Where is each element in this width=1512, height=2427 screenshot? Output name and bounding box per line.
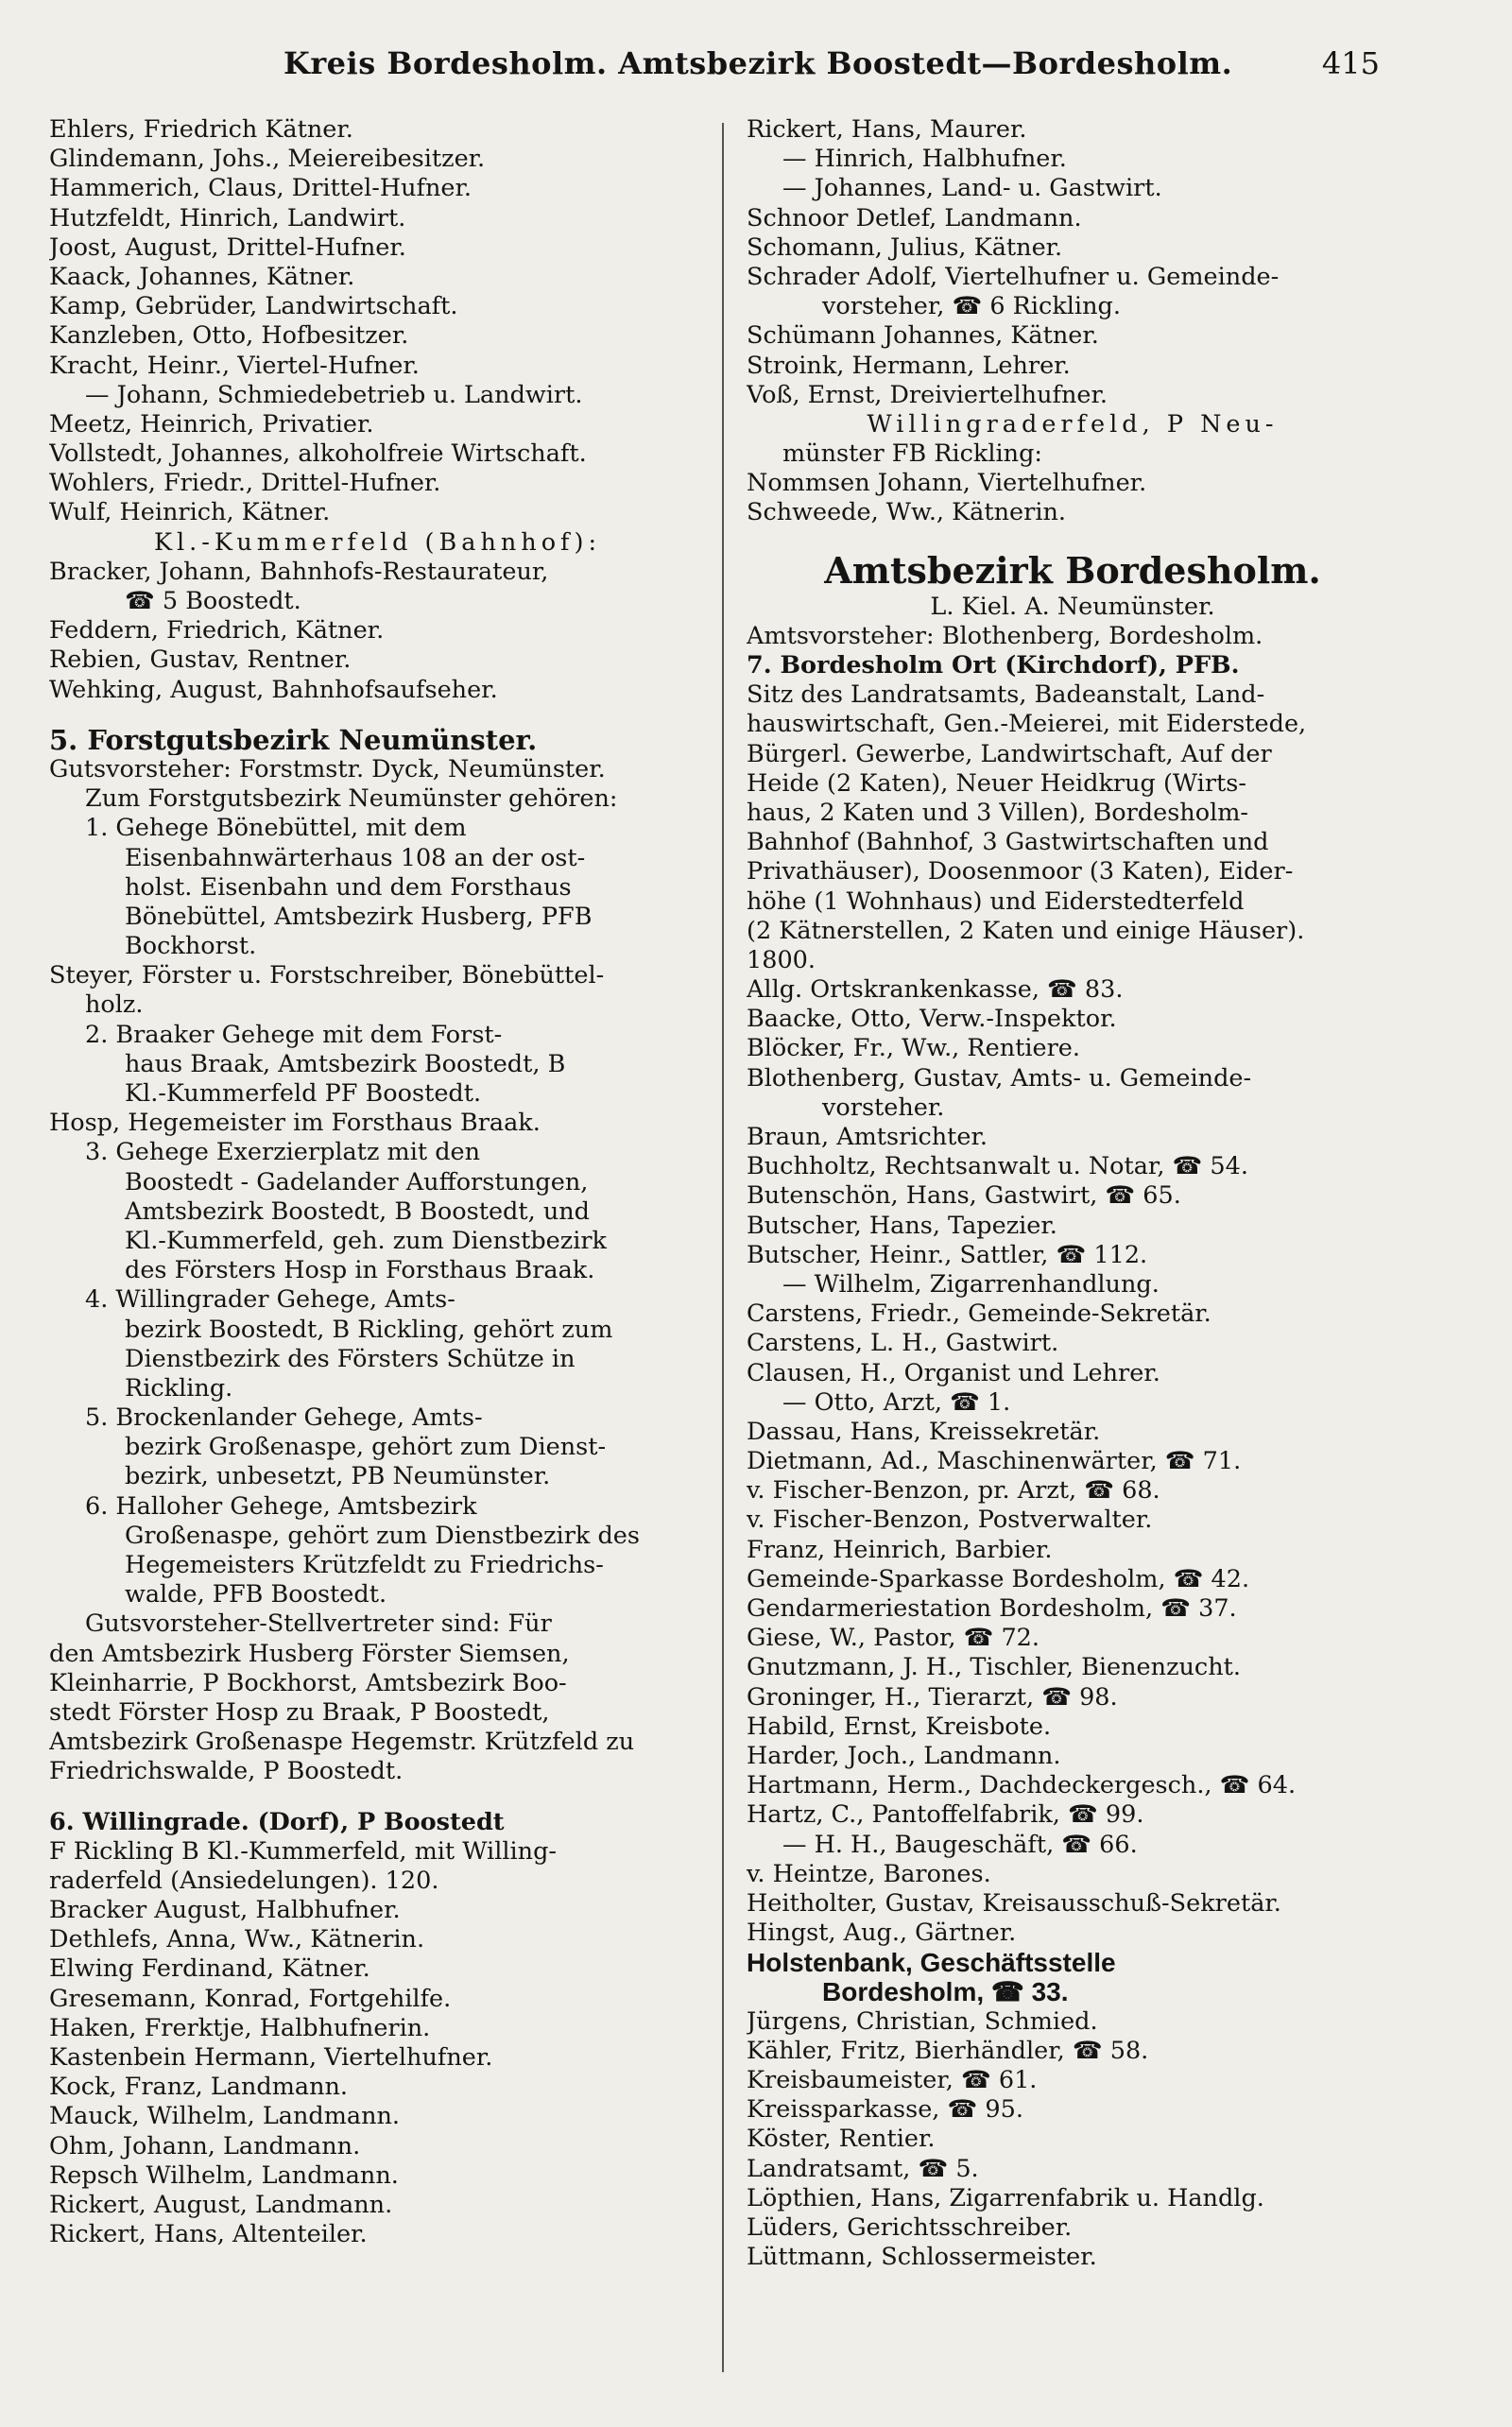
directory-entry: Groninger, H., Tierarzt, ☎ 98. — [747, 1682, 1118, 1712]
directory-entry: Lüttmann, Schlossermeister. — [747, 2243, 1097, 2272]
directory-entry: vorsteher, ☎ 6 Rickling. — [822, 292, 1121, 321]
directory-entry: Dietmann, Ad., Maschinenwärter, ☎ 71. — [747, 1447, 1242, 1476]
directory-entry: Kleinharrie, P Bockhorst, Amtsbezirk Boo- — [49, 1668, 567, 1697]
directory-entry: Holstenbank, Geschäftsstelle — [747, 1948, 1116, 1978]
directory-entry: Kastenbein Hermann, Viertelhufner. — [49, 2043, 493, 2072]
directory-entry: Gresemann, Konrad, Fortgehilfe. — [49, 1984, 452, 2013]
directory-entry: haus Braak, Amtsbezirk Boostedt, B — [125, 1049, 566, 1078]
directory-entry: 6. Halloher Gehege, Amtsbezirk — [85, 1491, 477, 1521]
directory-entry: 7. Bordesholm Ort (Kirchdorf), PFB. — [747, 651, 1240, 680]
spacer — [49, 1787, 706, 1808]
directory-entry: Franz, Heinrich, Barbier. — [747, 1535, 1053, 1564]
directory-entry: 1. Gehege Bönebüttel, mit dem — [85, 814, 467, 843]
directory-entry: münster FB Rickling: — [782, 439, 1043, 469]
right-column — [747, 115, 1399, 2272]
directory-entry: 5. Forstgutsbezirk Neumünster. — [49, 725, 538, 755]
directory-entry: bezirk, unbesetzt, PB Neumünster. — [125, 1462, 551, 1491]
directory-entry: hauswirtschaft, Gen.-Meierei, mit Eiderstede, — [747, 710, 1307, 739]
directory-entry: walde, PFB Boostedt. — [125, 1580, 387, 1609]
directory-entry: Eisenbahnwärterhaus 108 an der ost- — [125, 843, 586, 872]
directory-entry: Blothenberg, Gustav, Amts- u. Gemeinde- — [747, 1063, 1252, 1093]
directory-entry: Friedrichswalde, P Boostedt. — [49, 1757, 404, 1786]
directory-entry: Lüders, Gerichtsschreiber. — [747, 2212, 1073, 2242]
directory-entry: Kreisbaumeister, ☎ 61. — [747, 2066, 1038, 2094]
directory-entry: Privathäuser), Doosenmoor (3 Katen), Eider- — [747, 857, 1294, 886]
directory-entry: 4. Willingrader Gehege, Amts- — [85, 1285, 455, 1315]
directory-entry: Kaack, Johannes, Kätner. — [49, 262, 355, 291]
directory-entry: Sitz des Landratsamts, Badeanstalt, Land- — [747, 680, 1265, 710]
directory-entry: bezirk Großenaspe, gehört zum Dienst- — [125, 1433, 607, 1462]
directory-entry: — Johannes, Land- u. Gastwirt. — [782, 174, 1162, 203]
directory-entry: Köster, Rentier. — [747, 2125, 936, 2154]
directory-entry: v. Fischer-Benzon, pr. Arzt, ☎ 68. — [747, 1476, 1160, 1506]
directory-entry: Hegemeisters Krützfeldt zu Friedrichs- — [125, 1551, 604, 1579]
directory-entry: Hosp, Hegemeister im Forsthaus Braak. — [49, 1109, 541, 1138]
directory-entry: raderfeld (Ansiedelungen). 120. — [49, 1866, 439, 1895]
directory-entry: 6. Willingrade. (Dorf), P Boostedt — [49, 1807, 505, 1836]
directory-entry: Hutzfeldt, Hinrich, Landwirt. — [49, 203, 406, 232]
directory-entry: Heitholter, Gustav, Kreisausschuß-Sekretär. — [747, 1888, 1281, 1918]
directory-entry: Ehlers, Friedrich Kätner. — [49, 115, 353, 144]
directory-entry: Hammerich, Claus, Drittel-Hufner. — [49, 174, 472, 203]
directory-entry: Mauck, Wilhelm, Landmann. — [49, 2102, 401, 2131]
directory-entry: stedt Förster Hosp zu Braak, P Boostedt, — [49, 1697, 550, 1727]
directory-entry: Bahnhof (Bahnhof, 3 Gastwirtschaften und — [747, 828, 1269, 857]
directory-entry: Kl.-Kummerfeld, geh. zum Dienstbezirk — [125, 1226, 607, 1255]
directory-entry: Bönebüttel, Amtsbezirk Husberg, PFB — [125, 902, 593, 931]
directory-entry: Wehking, August, Bahnhofsaufseher. — [49, 675, 498, 704]
directory-entry: ☎ 5 Boostedt. — [125, 587, 301, 615]
column-divider — [722, 123, 724, 2372]
directory-entry: Dassau, Hans, Kreissekretär. — [747, 1417, 1101, 1446]
directory-entry: Rickert, Hans, Maurer. — [747, 115, 1027, 144]
directory-entry: Elwing Ferdinand, Kätner. — [49, 1954, 370, 1984]
directory-entry: Kracht, Heinr., Viertel-Hufner. — [49, 351, 420, 380]
directory-entry: Steyer, Förster u. Forstschreiber, Bönebüttel- — [49, 961, 605, 990]
directory-entry: Allg. Ortskrankenkasse, ☎ 83. — [747, 975, 1124, 1005]
directory-entry: Clausen, H., Organist und Lehrer. — [747, 1358, 1160, 1387]
directory-entry: Habild, Ernst, Kreisbote. — [747, 1712, 1052, 1741]
directory-entry: Carstens, L. H., Gastwirt. — [747, 1329, 1059, 1358]
directory-entry: Löpthien, Hans, Zigarrenfabrik u. Handlg. — [747, 2183, 1264, 2212]
directory-entry: Schomann, Julius, Kätner. — [747, 232, 1063, 262]
directory-entry: Gutsvorsteher: Forstmstr. Dyck, Neumünster. — [49, 754, 606, 783]
directory-entry: Gendarmeriestation Bordesholm, ☎ 37. — [747, 1594, 1237, 1623]
directory-entry: Giese, W., Pastor, ☎ 72. — [747, 1624, 1040, 1653]
directory-entry: Hingst, Aug., Gärtner. — [747, 1919, 1017, 1948]
directory-entry: Rickling. — [125, 1373, 233, 1403]
directory-entry: Großenaspe, gehört zum Dienstbezirk des — [125, 1521, 640, 1550]
directory-entry: Wulf, Heinrich, Kätner. — [49, 498, 331, 527]
directory-entry: Nommsen Johann, Viertelhufner. — [747, 469, 1147, 498]
directory-entry: Wohlers, Friedr., Drittel-Hufner. — [49, 469, 441, 498]
directory-entry: Amtsbezirk Bordesholm. — [824, 548, 1321, 592]
directory-entry: Stroink, Hermann, Lehrer. — [747, 351, 1071, 380]
directory-entry: Boostedt - Gadelander Aufforstungen, — [125, 1167, 589, 1196]
directory-entry: haus, 2 Katen und 3 Villen), Bordesholm- — [747, 798, 1249, 827]
directory-entry: Hartmann, Herm., Dachdeckergesch., ☎ 64. — [747, 1771, 1297, 1800]
directory-entry: Glindemann, Johs., Meiereibesitzer. — [49, 145, 486, 174]
directory-entry: Schnoor Detlef, Landmann. — [747, 203, 1082, 232]
directory-entry: Meetz, Heinrich, Privatier. — [49, 409, 374, 439]
directory-entry: den Amtsbezirk Husberg Förster Siemsen, — [49, 1639, 570, 1668]
directory-entry: Ohm, Johann, Landmann. — [49, 2131, 361, 2160]
directory-entry: v. Heintze, Barones. — [747, 1859, 991, 1888]
directory-entry: Feddern, Friedrich, Kätner. — [49, 616, 385, 645]
directory-entry: Rickert, August, Landmann. — [49, 2190, 393, 2219]
left-column — [49, 115, 706, 2249]
directory-entry: v. Fischer-Benzon, Postverwalter. — [747, 1506, 1153, 1535]
directory-entry: Amtsvorsteher: Blothenberg, Bordesholm. — [747, 621, 1263, 650]
directory-entry: Buchholtz, Rechtsanwalt u. Notar, ☎ 54. — [747, 1152, 1248, 1181]
directory-entry: 2. Braaker Gehege mit dem Forst- — [85, 1020, 503, 1049]
directory-entry: Blöcker, Fr., Ww., Rentiere. — [747, 1034, 1080, 1063]
directory-entry: Heide (2 Katen), Neuer Heidkrug (Wirts- — [747, 768, 1246, 798]
directory-entry: Voß, Ernst, Dreiviertelhufner. — [747, 380, 1108, 409]
directory-entry: Kl.-Kummerfeld PF Boostedt. — [125, 1079, 482, 1108]
directory-entry: Bracker August, Halbhufner. — [49, 1896, 401, 1925]
directory-entry: vorsteher. — [822, 1093, 945, 1122]
directory-entry: Braun, Amtsrichter. — [747, 1123, 988, 1151]
directory-entry: Kähler, Fritz, Bierhändler, ☎ 58. — [747, 2036, 1149, 2065]
directory-entry: Schümann Johannes, Kätner. — [747, 321, 1099, 351]
directory-entry: Zum Forstgutsbezirk Neumünster gehören: — [85, 784, 618, 814]
directory-entry: Dienstbezirk des Försters Schütze in — [125, 1344, 576, 1373]
directory-entry: Joost, August, Drittel-Hufner. — [49, 232, 406, 262]
directory-entry: Bürgerl. Gewerbe, Landwirtschaft, Auf der — [747, 739, 1272, 768]
directory-entry: Landratsamt, ☎ 5. — [747, 2154, 979, 2183]
directory-entry: Amtsbezirk Großenaspe Hegemstr. Krützfeld zu — [49, 1728, 635, 1757]
directory-entry: Kamp, Gebrüder, Landwirtschaft. — [49, 292, 458, 321]
directory-entry: — Johann, Schmiedebetrieb u. Landwirt. — [85, 380, 583, 409]
directory-entry: (2 Kätnerstellen, 2 Katen und einige Häuser). — [747, 916, 1305, 945]
directory-entry: Amtsbezirk Boostedt, B Boostedt, und — [125, 1196, 590, 1226]
directory-entry: Haken, Frerktje, Halbhufnerin. — [49, 2013, 431, 2042]
page-header: Kreis Bordesholm. Amtsbezirk Boostedt—Bordesholm. — [284, 45, 1233, 81]
directory-entry: Butenschön, Hans, Gastwirt, ☎ 65. — [747, 1181, 1181, 1211]
directory-entry: Bracker, Johann, Bahnhofs-Restaurateur, — [49, 557, 549, 586]
directory-entry: Butscher, Heinr., Sattler, ☎ 112. — [747, 1240, 1148, 1269]
directory-entry: Bordesholm, ☎ 33. — [822, 1977, 1069, 2007]
directory-entry: des Försters Hosp in Forsthaus Braak. — [125, 1256, 595, 1285]
directory-entry: Vollstedt, Johannes, alkoholfreie Wirtschaft. — [49, 439, 587, 469]
directory-entry: bezirk Boostedt, B Rickling, gehört zum — [125, 1315, 613, 1344]
directory-entry: Jürgens, Christian, Schmied. — [747, 2006, 1098, 2036]
directory-entry: F Rickling B Kl.-Kummerfeld, mit Willing- — [49, 1836, 558, 1866]
directory-entry: Carstens, Friedr., Gemeinde-Sekretär. — [747, 1300, 1211, 1329]
directory-entry: 5. Brockenlander Gehege, Amts- — [85, 1403, 483, 1433]
directory-entry: Kreissparkasse, ☎ 95. — [747, 2095, 1023, 2125]
directory-entry: Rebien, Gustav, Rentner. — [49, 645, 352, 675]
directory-entry: — Otto, Arzt, ☎ 1. — [782, 1387, 1011, 1417]
directory-entry: — Hinrich, Halbhufner. — [782, 145, 1067, 174]
directory-entry: 3. Gehege Exerzierplatz mit den — [85, 1138, 481, 1167]
directory-entry: — H. H., Baugeschäft, ☎ 66. — [782, 1830, 1138, 1859]
directory-entry: Rickert, Hans, Altenteiler. — [49, 2220, 368, 2249]
directory-entry: Gutsvorsteher-Stellvertreter sind: Für — [85, 1609, 552, 1639]
directory-entry: Baacke, Otto, Verw.-Inspektor. — [747, 1005, 1117, 1034]
directory-entry: — Wilhelm, Zigarrenhandlung. — [782, 1269, 1160, 1299]
directory-entry: Kl.-Kummerfeld (Bahnhof): — [153, 527, 602, 557]
spacer — [747, 528, 1399, 549]
directory-entry: Bockhorst. — [125, 932, 257, 961]
directory-entry: L. Kiel. A. Neumünster. — [930, 592, 1215, 621]
directory-entry: Butscher, Hans, Tapezier. — [747, 1211, 1057, 1240]
directory-entry: Gemeinde-Sparkasse Bordesholm, ☎ 42. — [747, 1564, 1250, 1593]
directory-entry: Hartz, C., Pantoffelfabrik, ☎ 99. — [747, 1800, 1144, 1830]
directory-entry: Harder, Joch., Landmann. — [747, 1741, 1061, 1770]
directory-entry: Willingraderfeld, P Neu- — [867, 409, 1279, 439]
directory-entry: 1800. — [747, 945, 816, 974]
directory-entry: Kanzleben, Otto, Hofbesitzer. — [49, 321, 409, 351]
directory-entry: holz. — [85, 990, 144, 1020]
directory-entry: Gnutzmann, J. H., Tischler, Bienenzucht. — [747, 1653, 1241, 1682]
spacer — [49, 705, 706, 726]
page-number: 415 — [1321, 45, 1380, 81]
directory-entry: Repsch Wilhelm, Landmann. — [49, 2160, 399, 2190]
directory-entry: Dethlefs, Anna, Ww., Kätnerin. — [49, 1925, 425, 1954]
directory-entry: Schrader Adolf, Viertelhufner u. Gemeinde- — [747, 262, 1280, 291]
directory-entry: Kock, Franz, Landmann. — [49, 2073, 349, 2102]
directory-entry: Schweede, Ww., Kätnerin. — [747, 498, 1067, 527]
directory-entry: holst. Eisenbahn und dem Forsthaus — [125, 872, 572, 902]
directory-entry: höhe (1 Wohnhaus) und Eiderstedterfeld — [747, 886, 1245, 916]
